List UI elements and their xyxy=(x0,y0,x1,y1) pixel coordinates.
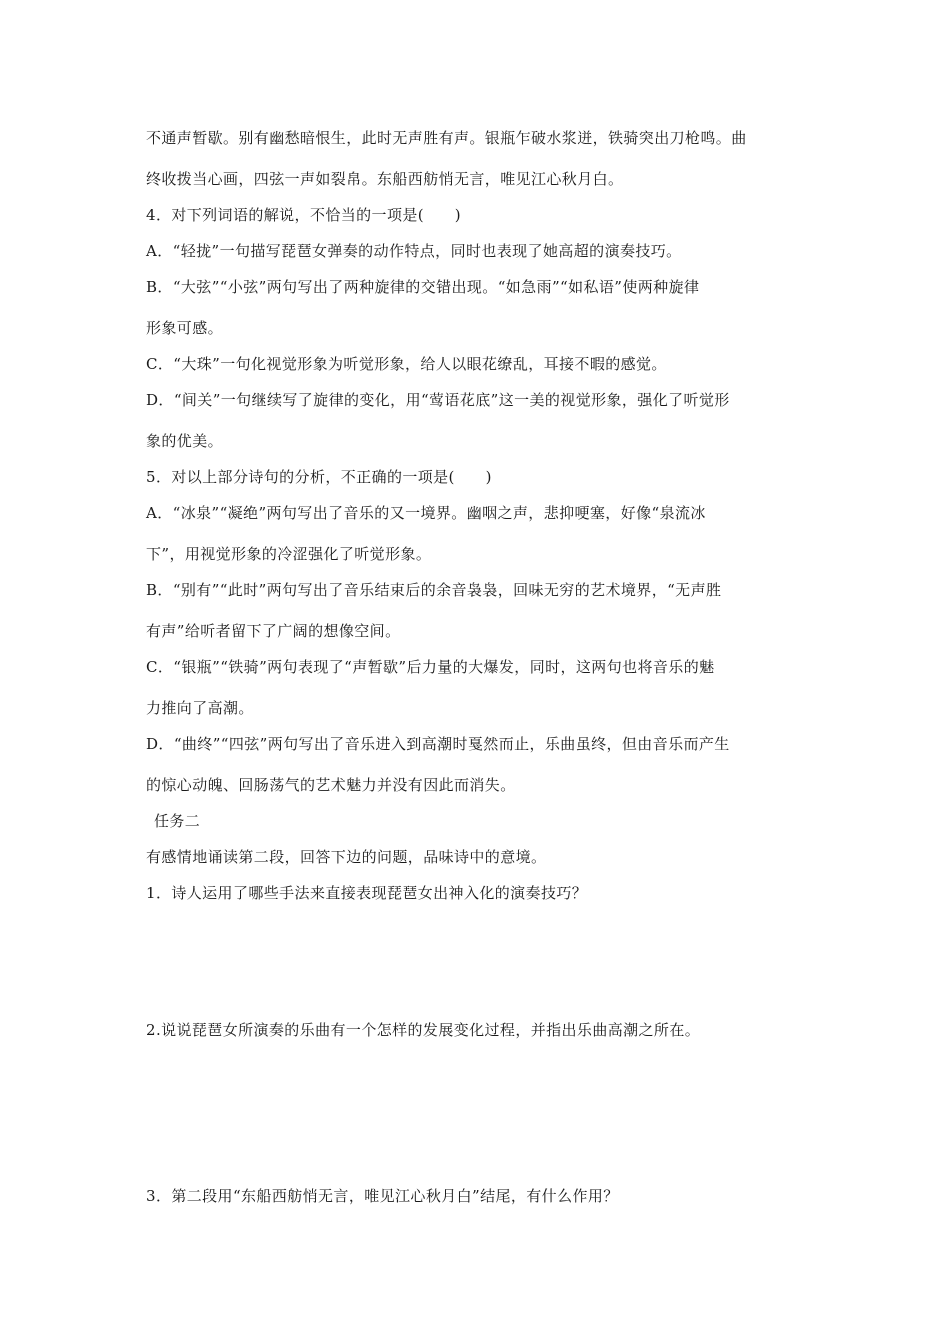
task-heading: 任务二 xyxy=(154,812,201,830)
question-2: 2.说说琵琶女所演奏的乐曲有一个怎样的发展变化过程，并指出乐曲高潮之所在。 xyxy=(146,1021,701,1039)
text-line: 形象可感。 xyxy=(146,319,224,337)
text-line: 的惊心动魄、回肠荡气的艺术魅力并没有因此而消失。 xyxy=(146,776,516,794)
question-4-stem: 4．对下列词语的解说，不恰当的一项是( ) xyxy=(146,206,462,224)
option-c: C．“大珠”一句化视觉形象为听觉形象，给人以眼花缭乱，耳接不暇的感觉。 xyxy=(146,355,667,373)
question-1: 1．诗人运用了哪些手法来直接表现琵琶女出神入化的演奏技巧？ xyxy=(146,884,588,902)
text-line: 力推向了高潮。 xyxy=(146,699,254,717)
text-line: 终收拨当心画，四弦一声如裂帛。东船西舫悄无言，唯见江心秋月白。 xyxy=(146,170,624,188)
text-line: 象的优美。 xyxy=(146,432,224,450)
option-b: B．“大弦”“小弦”两句写出了两种旋律的交错出现。“如急雨”“如私语”使两种旋律 xyxy=(146,278,700,296)
task-instruction: 有感情地诵读第二段，回答下边的问题，品味诗中的意境。 xyxy=(146,848,547,866)
option-c: C．“银瓶”“铁骑”两句表现了“声暂歇”后力量的大爆发，同时，这两句也将音乐的魅 xyxy=(146,658,715,676)
text-line: 不通声暂歇。别有幽愁暗恨生，此时无声胜有声。银瓶乍破水浆迸，铁骑突出刀枪鸣。曲 xyxy=(146,129,747,147)
option-a: A．“冰泉”“凝绝”两句写出了音乐的又一境界。幽咽之声，悲抑哽塞，好像“泉流冰 xyxy=(146,504,706,522)
question-3: 3．第二段用“东船西舫悄无言，唯见江心秋月白”结尾，有什么作用？ xyxy=(146,1187,619,1205)
option-a: A．“轻拢”一句描写琵琶女弹奏的动作特点，同时也表现了她高超的演奏技巧。 xyxy=(146,242,682,260)
text-line: 有声”给听者留下了广阔的想像空间。 xyxy=(146,622,401,640)
option-d: D．“间关”一句继续写了旋律的变化，用“莺语花底”这一美的视觉形象，强化了听觉形 xyxy=(146,391,730,409)
option-d: D．“曲终”“四弦”两句写出了音乐进入到高潮时戛然而止，乐曲虽终，但由音乐而产生 xyxy=(146,735,730,753)
option-b: B．“别有”“此时”两句写出了音乐结束后的余音袅袅，回味无穷的艺术境界，“无声胜 xyxy=(146,581,722,599)
text-line: 下”，用视觉形象的冷涩强化了听觉形象。 xyxy=(146,545,432,563)
question-5-stem: 5．对以上部分诗句的分析，不正确的一项是( ) xyxy=(146,468,492,486)
